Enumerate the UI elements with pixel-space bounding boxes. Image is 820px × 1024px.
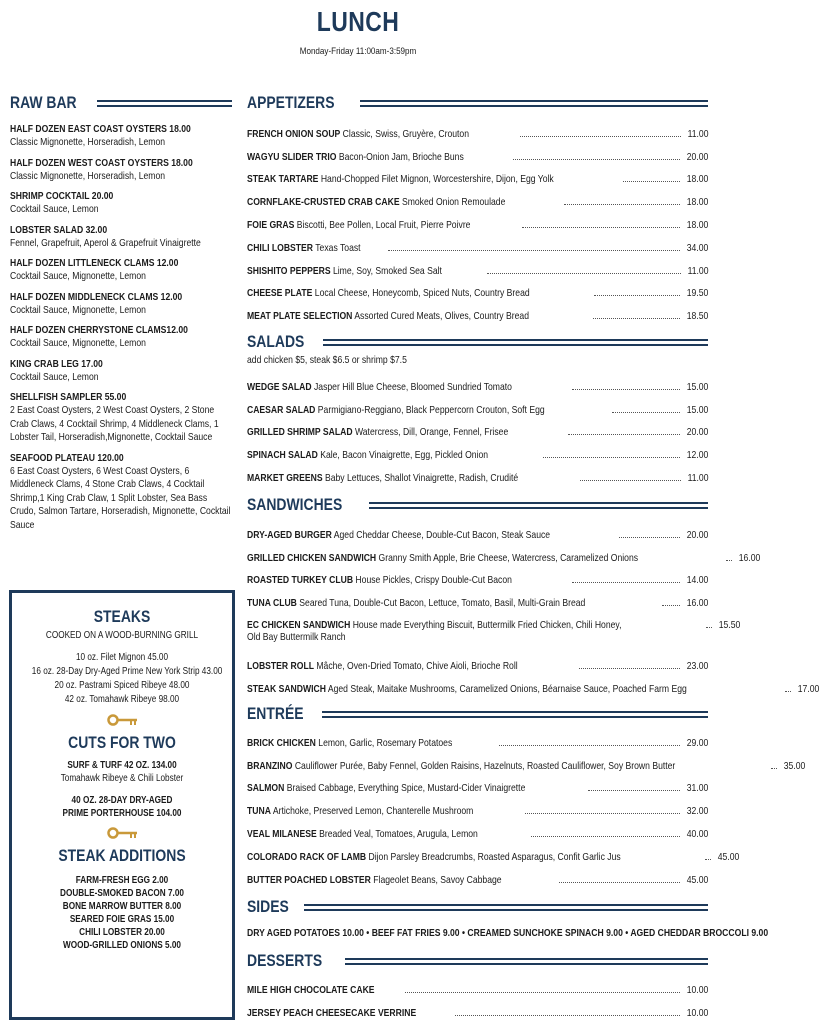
heading-rule	[304, 904, 708, 911]
heading-rule	[345, 958, 708, 965]
leader-dots	[564, 204, 680, 205]
menu-item	[247, 817, 708, 840]
item-name: HALF DOZEN MIDDLENECK CLAMS 12.00	[10, 290, 183, 303]
item-price: 11.00	[687, 127, 708, 140]
menu-item	[247, 840, 740, 863]
leader-dots	[785, 691, 791, 692]
item-name: KING CRAB LEG 17.00	[10, 357, 103, 370]
item-price: 11.00	[687, 471, 708, 484]
leader-dots	[726, 560, 732, 561]
item-desc: Fennel, Grapefruit, Aperol & Grapefruit Vinaigrette	[10, 236, 201, 249]
item-text	[247, 574, 512, 586]
steaks-heading: STEAKS	[93, 607, 151, 626]
leader-dots	[513, 159, 679, 160]
leader-dots	[499, 745, 679, 746]
item-text	[247, 426, 508, 438]
item-text	[247, 984, 375, 996]
item-text	[247, 782, 525, 794]
item-text	[247, 173, 554, 185]
item-name: GRILLED SHRIMP SALAD	[247, 426, 353, 439]
item-desc: Baby Lettuces, Shallot Vinaigrette, Radish, Crudité	[324, 471, 519, 484]
steak-item: 10 oz. Filet Mignon 45.00	[75, 652, 169, 663]
item-name: COLORADO RACK OF LAMB	[247, 850, 367, 863]
item-name: VEAL MILANESE	[247, 827, 317, 840]
item-price: 18.50	[686, 310, 708, 323]
item-price: 15.00	[686, 380, 708, 393]
sides-line: DRY AGED POTATOES 10.00 • BEEF FAT FRIES 9.00 • CREAMED SUNCHOKE SPINACH 9.00 • AGED CHEDDAR BROCCOLI 9.00	[247, 927, 769, 939]
menu-item	[247, 140, 708, 163]
item-text	[247, 529, 550, 541]
menu-item	[247, 863, 708, 886]
leader-dots	[662, 605, 680, 606]
item-name: DRY-AGED BURGER	[247, 528, 332, 541]
item-name: FRENCH ONION SOUP	[247, 127, 341, 140]
item-desc: House made Everything Biscuit, Buttermilk Fried Chicken, Chili Honey,	[352, 618, 622, 631]
sandwiches-list	[247, 518, 761, 610]
menu-item	[247, 163, 708, 186]
item-price: 10.00	[686, 1006, 708, 1019]
cuts-for-two-heading: CUTS FOR TWO	[68, 733, 176, 752]
item-price: 12.00	[686, 449, 708, 462]
item-price: 18.00	[686, 218, 708, 231]
item-price: 32.00	[686, 805, 708, 818]
item-text	[247, 805, 473, 817]
item-text	[247, 449, 488, 461]
item-name: EC CHICKEN SANDWICH	[247, 618, 351, 631]
item-name: WAGYU SLIDER TRIO	[247, 150, 337, 163]
item-desc: 2 East Coast Oysters, 2 West Coast Oysters, 2 Stone Crab Claws, 4 Cocktail Shrimp, 4 Middleneck Clams, 1 Lobster Tail, Horseradish,Mignonette, Cocktail Sauce	[10, 404, 219, 443]
raw-bar-title: RAW BAR	[10, 93, 77, 112]
leader-dots	[525, 813, 680, 814]
list-item	[10, 451, 232, 533]
menu-item	[247, 749, 806, 772]
leader-dots	[487, 273, 681, 274]
item-name: STEAK SANDWICH	[247, 682, 326, 695]
item-price: 15.00	[686, 403, 708, 416]
item-name: MEAT PLATE SELECTION	[247, 310, 353, 323]
item-desc: Biscotti, Bee Pollen, Local Fruit, Pierre Poivre	[296, 218, 471, 231]
list-item	[10, 323, 232, 351]
leader-dots	[388, 250, 680, 251]
item-desc: Watercress, Dill, Orange, Fennel, Frisee	[354, 426, 509, 439]
item-price: 20.00	[686, 150, 708, 163]
leader-dots	[522, 227, 680, 228]
item-name: BRICK CHICKEN	[247, 736, 316, 749]
list-item	[10, 223, 232, 251]
sandwiches-list-2	[247, 649, 820, 695]
menu-item	[247, 672, 820, 695]
item-price: 18.00	[686, 173, 708, 186]
list-item	[10, 122, 232, 150]
addition-item: DOUBLE-SMOKED BACON 7.00	[60, 888, 184, 899]
item-text	[247, 287, 530, 299]
item-name: SALMON	[247, 782, 285, 795]
leader-dots	[572, 582, 680, 583]
item-desc: Granny Smith Apple, Brie Cheese, Watercress, Caramelized Onions	[378, 551, 639, 564]
list-item	[10, 290, 232, 318]
menu-item	[247, 231, 708, 254]
item-desc: Flageolet Beans, Savoy Cabbage	[373, 873, 502, 886]
item-desc: House Pickles, Crispy Double-Cut Bacon	[355, 574, 512, 587]
item-text	[247, 760, 675, 772]
key-icon	[105, 826, 139, 840]
item-desc: Jasper Hill Blue Cheese, Bloomed Sundried Tomato	[313, 380, 512, 393]
leader-dots	[531, 836, 680, 837]
addition-item: BONE MARROW BUTTER 8.00	[62, 901, 182, 912]
item-desc: Cocktail Sauce, Lemon	[10, 203, 99, 215]
item-desc: Classic Mignonette, Horseradish, Lemon	[10, 136, 166, 148]
sandwiches-title: SANDWICHES	[247, 495, 343, 514]
item-price: 45.00	[686, 873, 708, 886]
menu-item	[247, 254, 708, 277]
list-item	[10, 357, 232, 385]
menu-item	[247, 772, 708, 795]
item-text	[247, 151, 464, 163]
item-name: FOIE GRAS	[247, 218, 295, 231]
item-desc: Bacon-Onion Jam, Brioche Buns	[338, 150, 464, 163]
menu-item	[247, 461, 708, 484]
item-desc: Lime, Soy, Smoked Sea Salt	[332, 264, 442, 277]
item-desc: Parmigiano-Reggiano, Black Peppercorn Crouton, Soft Egg	[317, 403, 545, 416]
steak-item: 42 oz. Tomahawk Ribeye 98.00	[64, 694, 180, 705]
item-name: TUNA CLUB	[247, 597, 297, 610]
list-item	[10, 189, 232, 217]
item-desc: Seared Tuna, Double-Cut Bacon, Lettuce, Tomato, Basil, Multi-Grain Bread	[299, 597, 586, 610]
menu-item	[247, 438, 708, 461]
item-name: HALF DOZEN EAST COAST OYSTERS 18.00	[10, 123, 191, 135]
hours-text: Monday-Friday 11:00am-3:59pm	[299, 46, 417, 57]
menu-item	[247, 973, 708, 996]
item-name: HALF DOZEN CHERRYSTONE CLAMS12.00	[10, 324, 188, 336]
item-desc: Aged Cheddar Cheese, Double-Cut Bacon, Steak Sauce	[333, 528, 551, 541]
menu-item	[247, 726, 708, 749]
leader-dots	[580, 480, 681, 481]
addition-item: FARM-FRESH EGG 2.00	[75, 875, 169, 886]
item-desc: Cauliflower Purée, Baby Fennel, Golden Raisins, Hazelnuts, Roasted Cauliflower, Soy Brown Butter	[294, 759, 676, 772]
item-text	[247, 874, 502, 886]
leader-dots	[520, 136, 681, 137]
item-text	[247, 381, 512, 393]
item-desc: Cocktail Sauce, Mignonette, Lemon	[10, 270, 146, 282]
leader-dots	[405, 992, 680, 993]
item-price: 29.00	[686, 736, 708, 749]
list-item	[10, 390, 232, 445]
item-desc: Cocktail Sauce, Lemon	[10, 370, 99, 383]
item-price: 10.00	[686, 983, 708, 996]
item-text	[247, 683, 687, 695]
leader-dots	[543, 457, 680, 458]
steaks-box	[9, 590, 235, 1020]
menu-item	[247, 277, 708, 300]
salads-title: SALADS	[247, 332, 305, 351]
item-text	[247, 219, 470, 231]
item-price: 17.00	[798, 682, 820, 695]
menu-item	[247, 117, 708, 140]
appetizers-heading	[247, 92, 708, 114]
item-price: 45.00	[717, 850, 740, 863]
item-name: MILE HIGH CHOCOLATE CAKE	[247, 983, 375, 996]
item-name: CAESAR SALAD	[247, 403, 316, 416]
item-price: 15.50	[718, 618, 740, 631]
item-desc: Mâche, Oven-Dried Tomato, Chive Aioli, Brioche Roll	[316, 659, 518, 672]
item-desc: Artichoke, Preserved Lemon, Chanterelle Mushroom	[272, 805, 474, 818]
item-desc: Smoked Onion Remoulade	[401, 196, 506, 209]
item-text	[247, 552, 638, 564]
item-text	[247, 265, 442, 277]
item-price: 23.00	[686, 659, 708, 672]
steak-item: 20 oz. Pastrami Spiced Ribeye 48.00	[54, 680, 190, 691]
menu-item	[247, 794, 708, 817]
leader-dots	[568, 434, 680, 435]
menu-item	[247, 299, 708, 322]
key-icon	[105, 713, 139, 727]
heading-rule	[360, 100, 708, 107]
leader-dots	[771, 768, 777, 769]
item-price: 20.00	[686, 426, 708, 439]
leader-dots	[588, 790, 679, 791]
menu-item	[247, 185, 708, 208]
item-desc: Cocktail Sauce, Mignonette, Lemon	[10, 337, 146, 349]
item-name: SHELLFISH SAMPLER 55.00	[10, 391, 127, 403]
item-desc: Dijon Parsley Breadcrumbs, Roasted Asparagus, Confit Garlic Jus	[368, 850, 621, 863]
item-price: 16.00	[738, 551, 761, 564]
menu-item	[247, 586, 708, 609]
menu-item	[247, 416, 708, 439]
item-price: 35.00	[784, 759, 806, 772]
leader-dots	[455, 1015, 679, 1016]
item-desc: Kale, Bacon Vinaigrette, Egg, Pickled Onion	[320, 449, 489, 462]
desserts-list	[247, 973, 708, 1019]
raw-bar-heading	[10, 92, 232, 114]
item-name: HALF DOZEN WEST COAST OYSTERS 18.00	[10, 156, 193, 169]
item-desc: Hand-Chopped Filet Mignon, Worcestershire, Dijon, Egg Yolk	[320, 173, 554, 186]
item-desc: Local Cheese, Honeycomb, Spiced Nuts, Country Bread	[314, 287, 530, 300]
leader-dots	[619, 537, 680, 538]
sides-heading	[247, 896, 708, 918]
item-price: 34.00	[686, 241, 708, 254]
entree-list	[247, 726, 806, 886]
item-price: 20.00	[686, 528, 708, 541]
leader-dots	[559, 882, 679, 883]
item-text	[247, 660, 518, 672]
item-desc: Assorted Cured Meats, Olives, Country Bread	[354, 310, 529, 323]
leader-dots	[612, 412, 680, 413]
appetizers-list	[247, 117, 708, 322]
cut-desc: Tomahawk Ribeye & Chili Lobster	[60, 773, 184, 784]
item-desc: Lemon, Garlic, Rosemary Potatoes	[318, 736, 453, 749]
item-desc: Texas Toast	[315, 241, 361, 254]
menu-item	[247, 541, 761, 564]
steak-item: 16 oz. 28-Day Dry-Aged Prime New York Strip 43.00	[31, 666, 223, 677]
item-price: 18.00	[686, 196, 708, 209]
item-text	[247, 196, 505, 208]
leader-dots	[572, 389, 680, 390]
menu-item	[247, 370, 708, 393]
item-desc-cont: Old Bay Buttermilk Ranch	[247, 631, 346, 643]
item-name: SEAFOOD PLATEAU 120.00	[10, 451, 124, 464]
menu-item	[247, 518, 708, 541]
item-name: TUNA	[247, 805, 271, 818]
menu-item	[247, 393, 708, 416]
leader-dots	[594, 295, 680, 296]
item-name: SHISHITO PEPPERS	[247, 264, 331, 277]
steaks-subheading: COOKED ON A WOOD-BURNING GRILL	[45, 630, 199, 641]
heading-rule	[97, 100, 232, 107]
item-name: CORNFLAKE-CRUSTED CRAB CAKE	[247, 196, 400, 209]
heading-rule	[369, 502, 708, 509]
menu-item	[247, 618, 740, 644]
item-name: CHEESE PLATE	[247, 287, 313, 300]
page-title: LUNCH	[316, 6, 400, 37]
heading-rule	[323, 339, 708, 346]
item-text	[247, 128, 469, 140]
item-name: GRILLED CHICKEN SANDWICH	[247, 551, 377, 564]
steak-additions-heading: STEAK ADDITIONS	[58, 846, 186, 865]
desserts-title: DESSERTS	[247, 951, 323, 970]
item-price: 31.00	[686, 782, 708, 795]
salads-list	[247, 370, 708, 484]
list-item	[10, 256, 232, 284]
leader-dots	[705, 859, 711, 860]
salads-heading	[247, 331, 708, 353]
entree-title: ENTRÉE	[247, 704, 304, 723]
item-text	[247, 1007, 416, 1019]
item-name: HALF DOZEN LITTLENECK CLAMS 12.00	[10, 257, 179, 269]
item-text	[247, 828, 478, 840]
menu-item	[247, 564, 708, 587]
item-name: CHILI LOBSTER	[247, 241, 314, 254]
item-text	[247, 242, 361, 254]
item-name: LOBSTER SALAD 32.00	[10, 223, 108, 236]
item-name: JERSEY PEACH CHEESECAKE VERRINE	[247, 1006, 417, 1019]
item-text	[247, 737, 452, 749]
salads-note: add chicken $5, steak $6.5 or shrimp $7.5	[247, 354, 407, 366]
entree-heading	[247, 703, 708, 725]
menu-item	[247, 208, 708, 231]
item-price: 40.00	[686, 827, 708, 840]
desserts-heading	[247, 950, 708, 972]
menu-item	[247, 649, 708, 672]
item-text	[247, 597, 585, 609]
menu-item	[247, 996, 708, 1019]
item-text	[247, 472, 518, 484]
item-name: WEDGE SALAD	[247, 380, 312, 393]
leader-dots	[579, 668, 680, 669]
item-name: BUTTER POACHED LOBSTER	[247, 873, 371, 886]
leader-dots	[623, 181, 680, 182]
item-name: MARKET GREENS	[247, 471, 323, 484]
item-name: ROASTED TURKEY CLUB	[247, 574, 354, 587]
item-name: BRANZINO	[247, 759, 293, 772]
item-price: 16.00	[686, 597, 708, 610]
cut-name: SURF & TURF 42 OZ. 134.00	[67, 760, 177, 771]
sandwiches-heading	[247, 494, 708, 516]
item-price: 19.50	[686, 287, 708, 300]
sides-title: SIDES	[247, 897, 289, 916]
addition-item: CHILI LOBSTER 20.00	[79, 927, 165, 938]
item-name: LOBSTER ROLL	[247, 659, 314, 672]
item-price: 14.00	[686, 574, 708, 587]
leader-dots	[593, 318, 680, 319]
raw-bar-list	[10, 122, 232, 538]
cut-name: PRIME PORTERHOUSE 104.00	[62, 808, 182, 819]
heading-rule	[322, 711, 708, 718]
item-desc: Cocktail Sauce, Mignonette, Lemon	[10, 303, 146, 316]
item-desc: Classic Mignonette, Horseradish, Lemon	[10, 169, 166, 182]
item-name: SHRIMP COCKTAIL 20.00	[10, 190, 114, 202]
item-desc: Classic, Swiss, Gruyère, Crouton	[342, 127, 470, 140]
item-name: STEAK TARTARE	[247, 173, 319, 186]
item-price: 11.00	[687, 264, 708, 277]
item-text	[247, 851, 621, 863]
item-text	[247, 404, 545, 416]
item-desc: Breaded Veal, Tomatoes, Arugula, Lemon	[319, 827, 478, 840]
item-desc: 6 East Coast Oysters, 6 West Coast Oysters, 6 Middleneck Clams, 4 Stone Crab Claws, 4 Cocktail Shrimp,1 King Crab Claw, 1 Split Lobster, Sea Bass Crudo, Salmon Tartare, Horseradish, Mignonette, Cocktail Sauce	[10, 464, 231, 531]
item-name: SPINACH SALAD	[247, 449, 318, 462]
list-item	[10, 156, 232, 184]
item-desc: Aged Steak, Maitake Mushrooms, Caramelized Onions, Béarnaise Sauce, Poached Farm Egg	[327, 682, 687, 695]
addition-item: WOOD-GRILLED ONIONS 5.00	[62, 940, 182, 951]
item-text	[247, 310, 529, 322]
cut-name: 40 OZ. 28-DAY DRY-AGED	[71, 795, 173, 806]
appetizers-title: APPETIZERS	[247, 93, 335, 112]
addition-item: SEARED FOIE GRAS 15.00	[69, 914, 175, 925]
item-desc: Braised Cabbage, Everything Spice, Mustard-Cider Vinaigrette	[286, 782, 526, 795]
